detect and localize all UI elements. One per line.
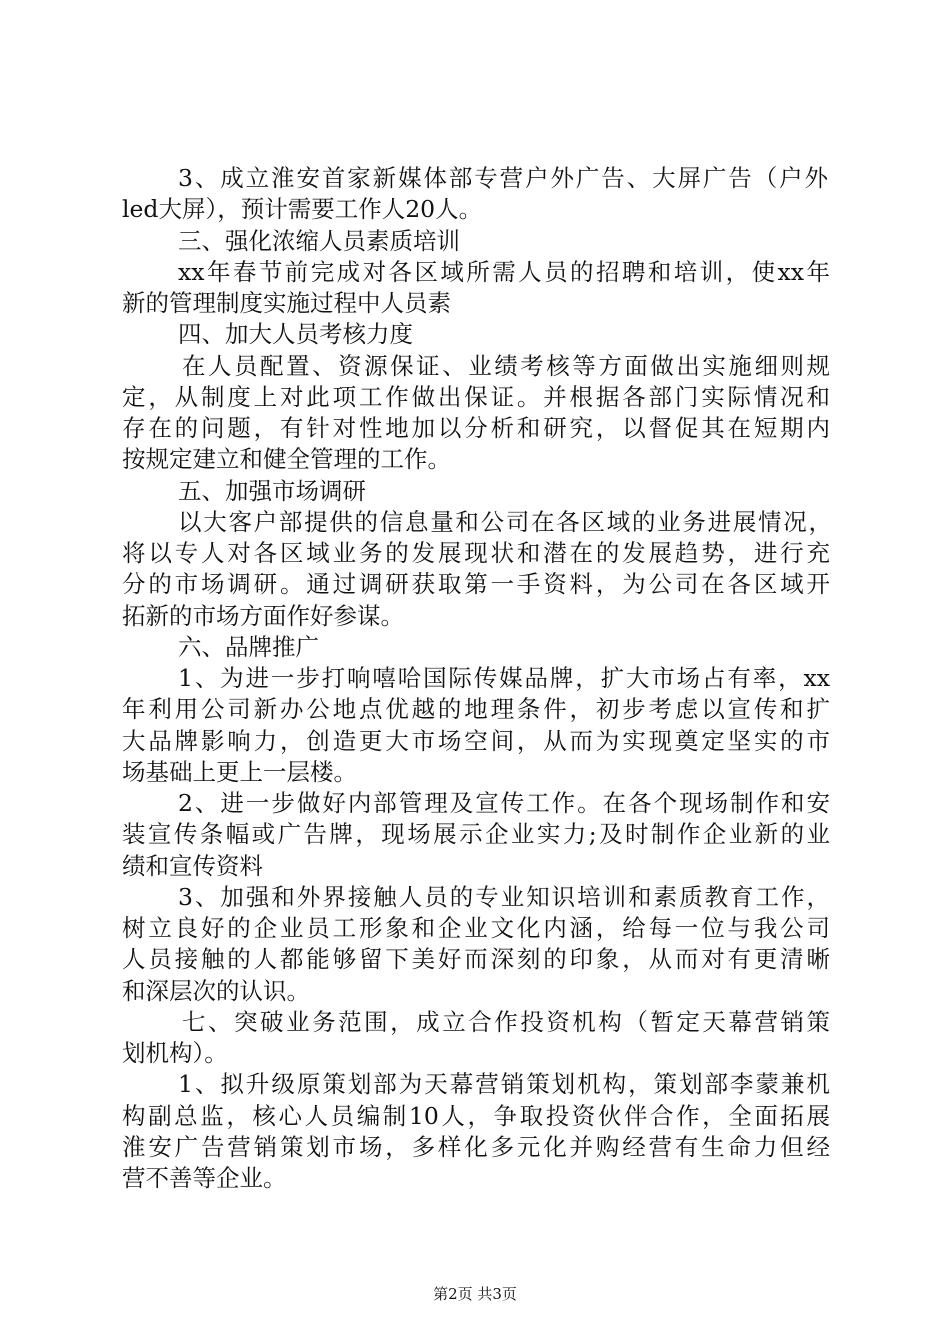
section-heading: 六、品牌推广 (178, 633, 319, 661)
text-line: led大屏），预计需要工作人20人。 (122, 195, 483, 223)
text-line: 存在的问题，有针对性地加以分析和研究，以督促其在短期内 (122, 414, 830, 442)
text-line: 3、成立淮安首家新媒体部专营户外广告、大屏广告（户外 (178, 164, 828, 192)
text-line: 拓新的市场方面作好参谋。 (122, 602, 404, 630)
text-line: 1、为进一步打响嘻哈国际传媒品牌，扩大市场占有率，xx (178, 664, 830, 692)
section-heading: 七、突破业务范围，成立合作投资机构（暂定天幕营销策 (182, 1008, 830, 1036)
text-line: 树立良好的企业员工形象和企业文化内涵，给每一位与我公司 (122, 914, 830, 942)
text-line: 和深层次的认识。 (122, 977, 310, 1005)
text-line: 划机构）。 (122, 1039, 228, 1067)
section-heading: 四、加大人员考核力度 (178, 320, 413, 348)
text-line: 淮安广告营销策划市场，多样化多元化并购经营有生命力但经 (122, 1133, 830, 1161)
section-heading: 三、强化浓缩人员素质培训 (178, 227, 460, 255)
text-line: 场基础上更上一层楼。 (122, 758, 357, 786)
text-line: 营不善等企业。 (122, 1164, 287, 1192)
text-line: 绩和宣传资料 (122, 852, 263, 880)
text-line: 按规定建立和健全管理的工作。 (122, 445, 451, 473)
text-line: 年利用公司新办公地点优越的地理条件，初步考虑以宣传和扩 (122, 695, 830, 723)
text-line: 将以专人对各区域业务的发展现状和潜在的发展趋势，进行充 (122, 539, 830, 567)
text-line: 1、拟升级原策划部为天幕营销策划机构，策划部李蒙兼机 (178, 1070, 830, 1098)
text-line: 分的市场调研。通过调研获取第一手资料，为公司在各区域开 (122, 570, 830, 598)
text-line: 以大客户部提供的信息量和公司在各区域的业务进展情况， (178, 508, 832, 536)
text-line: 在人员配置、资源保证、业绩考核等方面做出实施细则规 (182, 352, 830, 380)
text-line: 装宣传条幅或广告牌，现场展示企业实力;及时制作企业新的业 (122, 820, 830, 848)
text-line: xx年春节前完成对各区域所需人员的招聘和培训，使xx年 (178, 258, 830, 286)
text-line: 人员接触的人都能够留下美好而深刻的印象，从而对有更清晰 (122, 945, 830, 973)
text-line: 大品牌影响力，创造更大市场空间，从而为实现奠定坚实的市 (122, 727, 830, 755)
text-line: 3、加强和外界接触人员的专业知识培训和素质教育工作， (178, 883, 830, 911)
section-heading: 五、加强市场调研 (178, 477, 366, 505)
text-line: 构副总监，核心人员编制10人，争取投资伙伴合作，全面拓展 (122, 1102, 830, 1130)
text-line: 新的管理制度实施过程中人员素 (122, 289, 451, 317)
page-footer: 第2页 共3页 (433, 1285, 517, 1303)
text-line: 2、进一步做好内部管理及宣传工作。在各个现场制作和安 (178, 789, 830, 817)
text-line: 定，从制度上对此项工作做出保证。并根据各部门实际情况和 (122, 383, 830, 411)
